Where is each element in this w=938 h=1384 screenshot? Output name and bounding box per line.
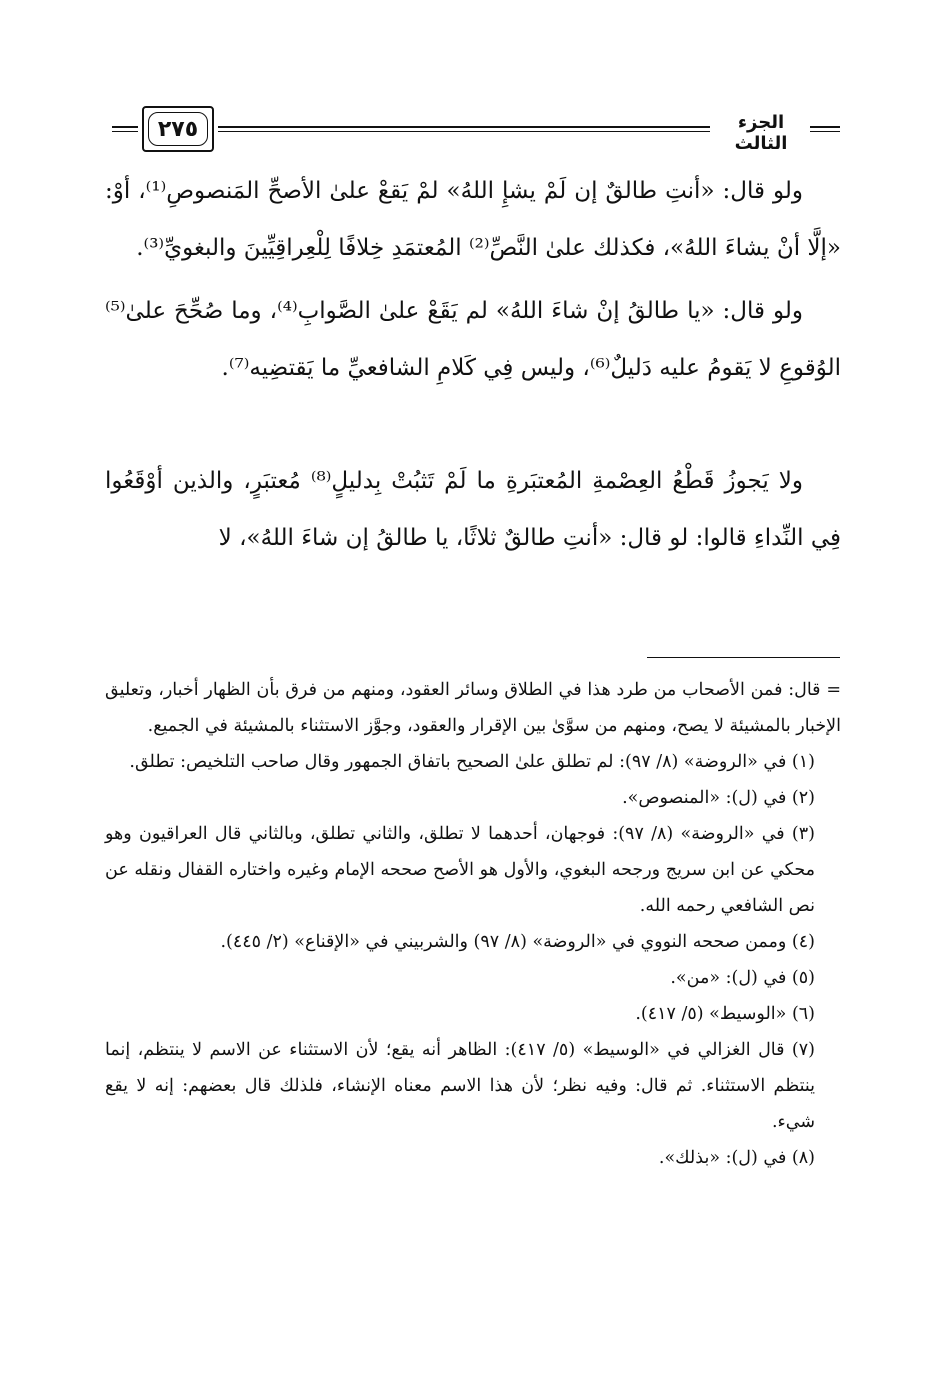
main-paragraph-2: ولو قال: «يا طالقُ إنْ شاءَ اللهُ» لم يَقَعْ علىٰ الصَّوابِ⁽⁴⁾، وما صُحِّحَ علىٰ⁽⁵⁾ الوُقوعِ لا يَقومُ عليه دَليلٌ⁽⁶⁾، وليس فِي كَلامِ الشافعيِّ ما يَقتضِيه⁽⁷⁾. [105,298,841,381]
footnote-8: (٨) في (ل): «بذلك». [658,1148,815,1168]
footnote-3: (٣) في «الروضة» (٨/ ٩٧): فوجهان، أحدهما لا تطلق، والثاني تطلق، وبالثاني قال العراقيون وهو محكي عن ابن سريج ورجحه البغوي، والأول هو الأصح صححه الإمام وغيره واختاره القفال ونقله عن نص الشافعي رحمه الله. [105,824,815,916]
footnote-separator [647,657,840,658]
footnote-5: (٥) في (ل): «من». [670,968,815,988]
header-rule-right [810,126,840,132]
page-number: ٢٧٥ [148,112,208,146]
footnote-4: (٤) وممن صححه النووي في «الروضة» (٨/ ٩٧) والشربيني في «الإقناع» (٢/ ٤٤٥). [220,932,815,952]
footnote-6: (٦) «الوسيط» (٥/ ٤١٧). [635,1004,815,1024]
footnote-2: (٢) في (ل): «المنصوص». [622,788,815,808]
header-rule-middle [218,126,710,132]
header-rule-left [112,126,138,132]
footnote-1: (١) في «الروضة» (٨/ ٩٧): لم تطلق علىٰ الصحيح باتفاق الجمهور وقال صاحب التلخيص: تطلق. [129,752,815,772]
footnote-continuation: = قال: فمن الأصحاب من طرد هذا في الطلاق وسائر العقود، ومنهم من فرق بأن الظهار أخبار، وتعليق الإخبار بالمشيئة لا يصح، ومنهم من سوَّىٰ بين الإقرار والعقود، وجوَّز الاستثناء بالمشيئة في الجميع. [105,680,841,736]
page-header [112,106,840,158]
main-text [105,163,841,567]
main-paragraph-1: ولو قال: «أنتِ طالقٌ إن لَمْ يشإِ اللهُ» لمْ يَقعْ علىٰ الأصحِّ المَنصوصِ⁽¹⁾، أوْ: «إلَّا أنْ يشاءَ اللهُ»، فكذلك علىٰ النَّصِّ⁽²⁾ المُعتمَدِ خِلافًا لِلْعِراقِيِّينَ والبغويِّ⁽³⁾. [105,178,841,261]
footnote-7: (٧) قال الغزالي في «الوسيط» (٥/ ٤١٧): الظاهر أنه يقع؛ لأن الاستثناء عن الاسم لا ينتظم، إنما ينتظم الاستثناء. ثم قال: وفيه نظر؛ لأن هذا الاسم معناه الإنشاء، فلذلك قال بعضهم: إنه لا يقع شيء. [105,1040,815,1132]
running-title: الجزء الثالث [734,112,788,154]
main-paragraph-3: ولا يَجوزُ قَطْعُ العِصْمةِ المُعتبَرةِ ما لَمْ تَثبُتْ بِدليلٍ⁽⁸⁾ مُعتبَرٍ، والذين أوْقَعُوا فِي النِّداءِ قالوا: لو قال: «أنتِ طالقٌ ثلاثًا، يا طالقُ إن شاءَ اللهُ»، لا [105,468,841,551]
page-number-frame [142,106,214,152]
footnotes [105,672,841,1176]
